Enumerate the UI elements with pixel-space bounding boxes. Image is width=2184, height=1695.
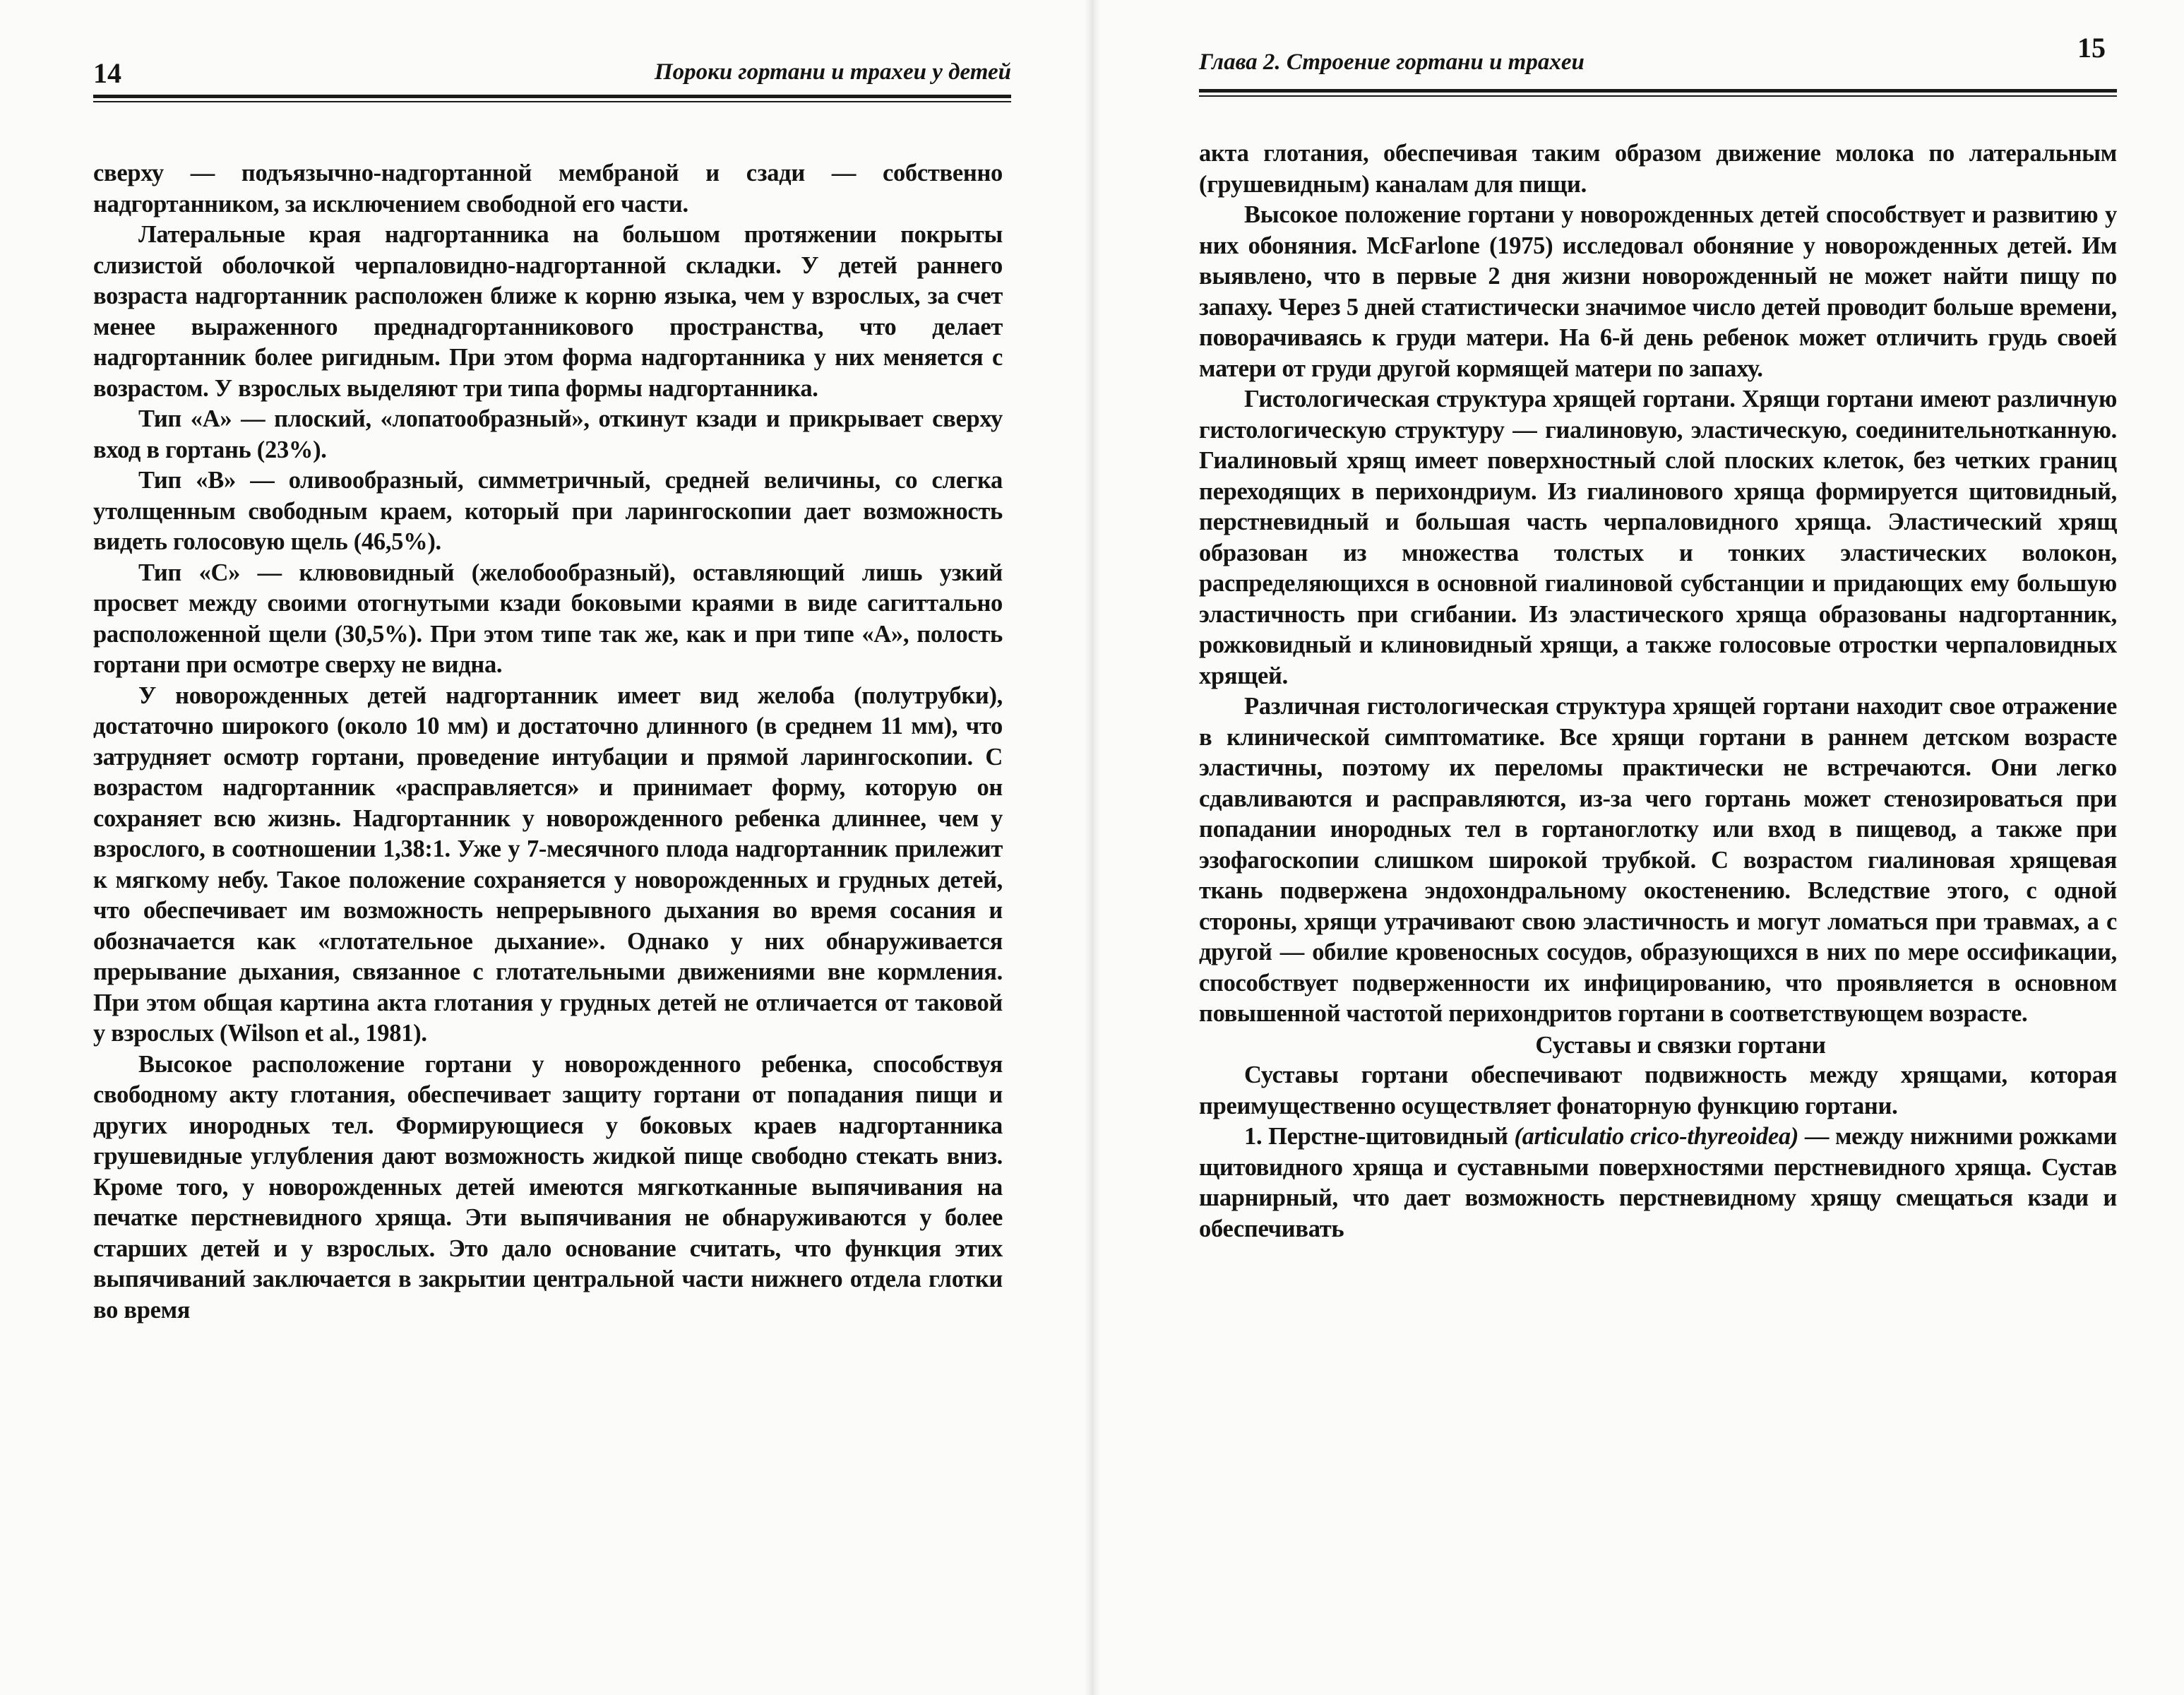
paragraph-body: обеспечивают подвижность между хрящами, которая преимущественно осуществляет фонаторную функцию гортани.: [1199, 1061, 2117, 1119]
left-page-number: 14: [93, 57, 121, 89]
right-page-number: 15: [2077, 32, 2106, 64]
paragraph: Тип «С» — клювовидный (желобообразный), оставляющий лишь узкий просвет между своими отогнутыми кзади боковыми краями в виде сагиттально расположенной щели (30,5%). При этом типе так же, как и при типе «А», полость гортани при осмотре сверху не видна.: [93, 559, 1003, 678]
right-body-text: [1199, 138, 2117, 1244]
left-body-text: [93, 158, 1003, 1326]
paragraph: Тип «А» — плоский, «лопатообразный», откинут кзади и прикрывает сверху вход в гортань (23%).: [93, 405, 1003, 463]
paragraph: Латеральные края надгортанника на большом протяжении покрыты слизистой оболочкой черпаловидно-надгортанной складки. У детей раннего возраста надгортанник расположен ближе к корню языка, чем у взрослых, за счет менее выраженного преднадгортанникового пространства, что делает надгортанник более ригидным. При этом форма надгортанника у них меняется с возрастом. У взрослых выделяют три типа формы надгортанника.: [93, 221, 1003, 402]
right-running-header: [1199, 31, 2117, 95]
paragraph-body: Хрящи гортани имеют различную гистологическую структуру — гиалиновую, эластическую, соединительнотканную. Гиалиновый хрящ имеет поверхностный слой плоских клеток, без четких границ переходящих в перихондриум. Из гиалинового хряща формируется щитовидный, перстневидный и большая часть черпаловидного хряща. Эластический хрящ образован из множества толстых и тонких эластических волокон, распределяющихся в основной гиалиновой субстанции и придающих ему большую эластичность при сгибании. Из эластического хряща образованы надгортанник, рожковидный и клиновидный хрящи, а также голосовые отростки черпаловидных хрящей.: [1199, 386, 2118, 689]
left-running-title: Пороки гортани и трахеи у детей: [654, 59, 1011, 85]
paragraph: сверху — подъязычно-надгортанной мембраной и сзади — собственно надгортанником, за исключением свободной его части.: [93, 160, 1003, 218]
paragraph: Высокое положение гортани у новорожденных детей способствует и развитию у них обоняния. McFarlone (1975) исследовал обоняние у новорожденных детей. Им выявлено, что в первые 2 дня жизни новорожденный не может найти пищу по запаху. Через 5 дней статистически значимое число детей проводит больше времени, поворачиваясь к груди матери. На 6-й день ребенок может отличить грудь своей матери от груди другой кормящей матери по запаху.: [1199, 201, 2117, 382]
paragraph: Высокое расположение гортани у новорожденного ребенка, способствуя свободному акту глотания, обеспечивает защиту гортани от попадания пищи и других инородных тел. Формирующиеся у боковых краев надгортанника грушевидные углубления дают возможность жидкой пище свободно стекать вниз. Кроме того, у новорожденных детей имеются мягкотканные выпячивания на печатке перстневидного хряща. Эти выпячивания не обнаруживаются у более старших детей и у взрослых. Это дало основание считать, что функция этих выпячиваний заключается в закрытии центральной части нижнего отдела глотки во время: [93, 1050, 1003, 1324]
paragraph: акта глотания, обеспечивая таким образом движение молока по латеральным (грушевидным) каналам для пищи.: [1199, 140, 2117, 198]
header-rule: [93, 95, 1011, 98]
paragraph: Различная гистологическая структура хрящей гортани находит свое отражение в клинической симптоматике. Все хрящи гортани в раннем детском возрасте эластичны, поэтому их переломы практически не встречаются. Они легко сдавливаются и расправляются, из-за чего гортань может стенозироваться при попадании инородных тел в гортаноглотку или вход в пищевод, а также при эзофагоскопии слишком широкой трубкой. С возрастом гиалиновая хрящевая ткань подвержена эндохондральному окостенению. Вследствие этого, с одной стороны, хрящи утрачивают свою эластичность и могут ломаться при травмах, а с другой — обилие кровеносных сосудов, образующихся в них по мере оссификации, способствует подверженности их инфицированию, что проявляется в основном повышенной частотой перихондритов гортани в соответствующем возрасте.: [1199, 693, 2117, 1027]
header-rule-thin: [93, 101, 1011, 102]
header-rule-thin: [1199, 95, 2117, 97]
paragraph-lead: Гистологическая структура хрящей гортани.: [1244, 386, 1736, 412]
paragraph-lead: Суставы гортани: [1244, 1061, 1448, 1088]
paragraph: У новорожденных детей надгортанник имеет вид желоба (полутрубки), достаточно широкого (около 10 мм) и достаточно длинного (в среднем 11 мм), что затрудняет осмотр гортани, проведение интубации и прямой ларингоскопии. С возрастом надгортанник «расправляется» и принимает форму, которую он сохраняет всю жизнь. Надгортанник у новорожденного ребенка длиннее, чем у взрослого, в соотношении 1,38:1. Уже у 7-месячного плода надгортанник прилежит к мягкому небу. Такое положение сохраняется у новорожденных и грудных детей, что обеспечивает им возможность непрерывного дыхания во время сосания и обозначается как «глотательное дыхание». Однако у них обнаруживается прерывание дыхания, связанное с глотательными движениями вне кормления. При этом общая картина акта глотания у грудных детей не отличается от таковой у взрослых (Wilson et al., 1981).: [93, 682, 1003, 1047]
header-rule: [1199, 89, 2117, 93]
paragraph: Тип «В» — оливообразный, симметричный, средней величины, со слегка утолщенным свободным краем, который при ларингоскопии дает возможность видеть голосовую щель (46,5%).: [93, 467, 1003, 555]
right-page: [1092, 0, 2184, 1695]
paragraph: [1199, 384, 2117, 691]
paragraph: [1199, 1060, 2117, 1122]
latin-term: (articulatio crico-thyreoidea): [1514, 1123, 1799, 1150]
right-running-title: Глава 2. Строение гортани и трахеи: [1199, 49, 1585, 75]
paragraph-body: — между нижними рожками щитовидного хряща и суставными поверхностями перстневидного хряща. Сустав шарнирный, что дает возможность перстневидному хрящу смещаться кзади и обеспечивать: [1199, 1123, 2117, 1242]
left-running-header: [93, 49, 1011, 99]
section-title: Суставы и связки гортани: [1535, 1030, 1826, 1059]
paragraph: [1199, 1122, 2117, 1244]
book-gutter: [1085, 0, 1100, 1695]
list-item-number: 1. Перстне-щитовидный: [1244, 1123, 1515, 1150]
